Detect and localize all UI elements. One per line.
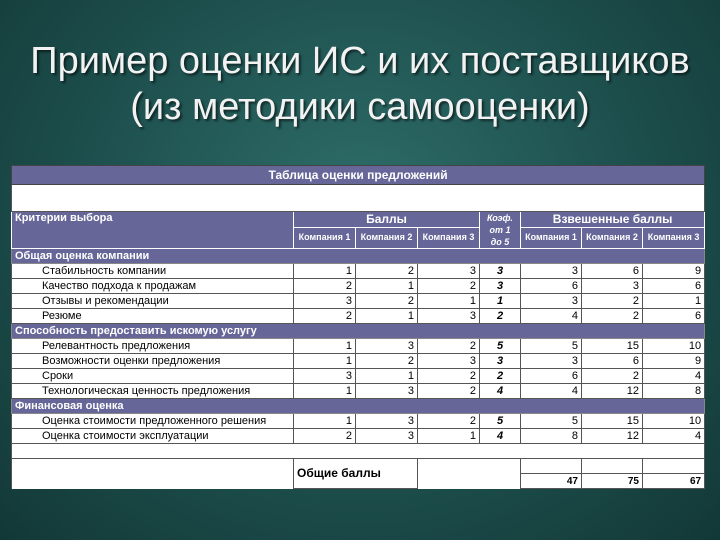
table-row [12,279,705,294]
coefficient: 1 [480,294,521,309]
weighted-company-3: 6 [643,279,705,294]
weighted-company-2: 2 [582,369,643,384]
weighted-company-2: 2 [582,309,643,324]
weighted-company-3: 6 [643,309,705,324]
weighted-company-3: 4 [643,369,705,384]
score-company-3: 2 [418,414,480,429]
weighted-company-1: 4 [521,309,582,324]
slide-title [0,38,720,130]
score-company-1: 3 [294,294,356,309]
header-row-1 [12,212,705,228]
coefficient: 3 [480,279,521,294]
weighted-header: Взвешенные баллы [521,212,705,228]
coefficient: 5 [480,339,521,354]
weighted-company-3: 1 [643,294,705,309]
weighted-company-2: 3 [582,279,643,294]
weighted-company-3: 9 [643,354,705,369]
weighted-company-2: 12 [582,429,643,444]
total-company-1: 47 [521,474,582,489]
total-company-3: 67 [643,474,705,489]
table-row [12,429,705,444]
score-company-1: 1 [294,339,356,354]
weighted-company-2: 6 [582,264,643,279]
weighted-company-2: 6 [582,354,643,369]
title-line-1: Пример оценки ИС и их поставщиков [30,40,690,82]
criterion-name: Оценка стоимости эксплуатации [12,429,294,444]
score-company-1: 1 [294,354,356,369]
coef-header: Коэф. от 1 до 5 [480,212,521,249]
score-company-3: 1 [418,294,480,309]
totals-top-3 [643,459,705,474]
score-company-2: 2 [356,294,418,309]
score-company-1: 1 [294,414,356,429]
criterion-name: Качество подхода к продажам [12,279,294,294]
score-company-2: 1 [356,279,418,294]
score-company-3: 3 [418,309,480,324]
table-row [12,414,705,429]
table-row [12,339,705,354]
score-company-1: 2 [294,279,356,294]
criteria-header: Критерии выбора [12,212,294,249]
totals-row [12,459,705,474]
score-company-3: 2 [418,279,480,294]
weighted-company-1: 4 [521,384,582,399]
criterion-name: Стабильность компании [12,264,294,279]
spacer-cell [12,444,705,459]
coefficient: 2 [480,309,521,324]
section-row [12,324,705,339]
score-company-2: 3 [356,339,418,354]
coefficient: 3 [480,354,521,369]
score-company-2-header: Компания 2 [356,227,418,248]
score-company-3: 1 [418,429,480,444]
score-company-1: 1 [294,384,356,399]
criterion-name: Отзывы и рекомендации [12,294,294,309]
score-company-3: 2 [418,384,480,399]
coefficient: 2 [480,369,521,384]
weighted-company-3: 10 [643,339,705,354]
total-company-2: 75 [582,474,643,489]
weighted-company-3: 10 [643,414,705,429]
weighted-company-3-header: Компания 3 [643,227,705,248]
totals-top-2 [582,459,643,474]
weighted-company-2: 2 [582,294,643,309]
section-title: Финансовая оценка [12,399,705,414]
totals-top-1 [521,459,582,474]
criterion-name: Оценка стоимости предложенного решения [12,414,294,429]
score-company-2: 3 [356,414,418,429]
section-title: Способность предоставить искомую услугу [12,324,705,339]
weighted-company-1: 5 [521,339,582,354]
coefficient: 4 [480,429,521,444]
score-company-2: 2 [356,354,418,369]
score-company-1-header: Компания 1 [294,227,356,248]
scores-header: Баллы [294,212,480,228]
weighted-company-3: 9 [643,264,705,279]
weighted-company-1: 6 [521,369,582,384]
weighted-company-2: 15 [582,339,643,354]
coefficient: 5 [480,414,521,429]
evaluation-table-container [11,165,704,489]
weighted-company-1: 8 [521,429,582,444]
weighted-company-2: 12 [582,384,643,399]
blank-row [12,185,705,212]
section-title: Общая оценка компании [12,249,705,264]
criterion-name: Технологическая ценность предложения [12,384,294,399]
weighted-company-1: 6 [521,279,582,294]
score-company-3: 2 [418,339,480,354]
criterion-name: Релевантность предложения [12,339,294,354]
score-company-2: 3 [356,429,418,444]
weighted-company-2: 15 [582,414,643,429]
weighted-company-1: 3 [521,294,582,309]
table-row [12,264,705,279]
score-company-3: 2 [418,369,480,384]
score-company-2: 3 [356,384,418,399]
table-row [12,294,705,309]
score-company-1: 2 [294,429,356,444]
weighted-company-1: 5 [521,414,582,429]
score-company-3: 3 [418,354,480,369]
totals-spacer [12,459,294,489]
score-company-1: 3 [294,369,356,384]
weighted-company-2-header: Компания 2 [582,227,643,248]
table-row [12,354,705,369]
coefficient: 4 [480,384,521,399]
totals-label: Общие баллы [294,459,418,489]
score-company-3: 3 [418,264,480,279]
spacer-row [12,444,705,459]
weighted-company-3: 8 [643,384,705,399]
criterion-name: Резюме [12,309,294,324]
weighted-company-3: 4 [643,429,705,444]
evaluation-table-body [12,166,705,489]
table-row [12,309,705,324]
totals-gap [418,459,521,489]
section-row [12,399,705,414]
score-company-2: 2 [356,264,418,279]
score-company-1: 2 [294,309,356,324]
criterion-name: Возможности оценки предложения [12,354,294,369]
criterion-name: Сроки [12,369,294,384]
title-line-2: (из методики самооценки) [130,86,590,128]
weighted-company-1: 3 [521,354,582,369]
weighted-company-1: 3 [521,264,582,279]
evaluation-table [11,165,705,489]
blank-cell [12,185,705,212]
score-company-2: 1 [356,369,418,384]
score-company-3-header: Компания 3 [418,227,480,248]
table-row [12,384,705,399]
coefficient: 3 [480,264,521,279]
table-banner-row [12,166,705,185]
score-company-1: 1 [294,264,356,279]
table-banner: Таблица оценки предложений [12,166,705,185]
score-company-2: 1 [356,309,418,324]
section-row [12,249,705,264]
weighted-company-1-header: Компания 1 [521,227,582,248]
table-row [12,369,705,384]
